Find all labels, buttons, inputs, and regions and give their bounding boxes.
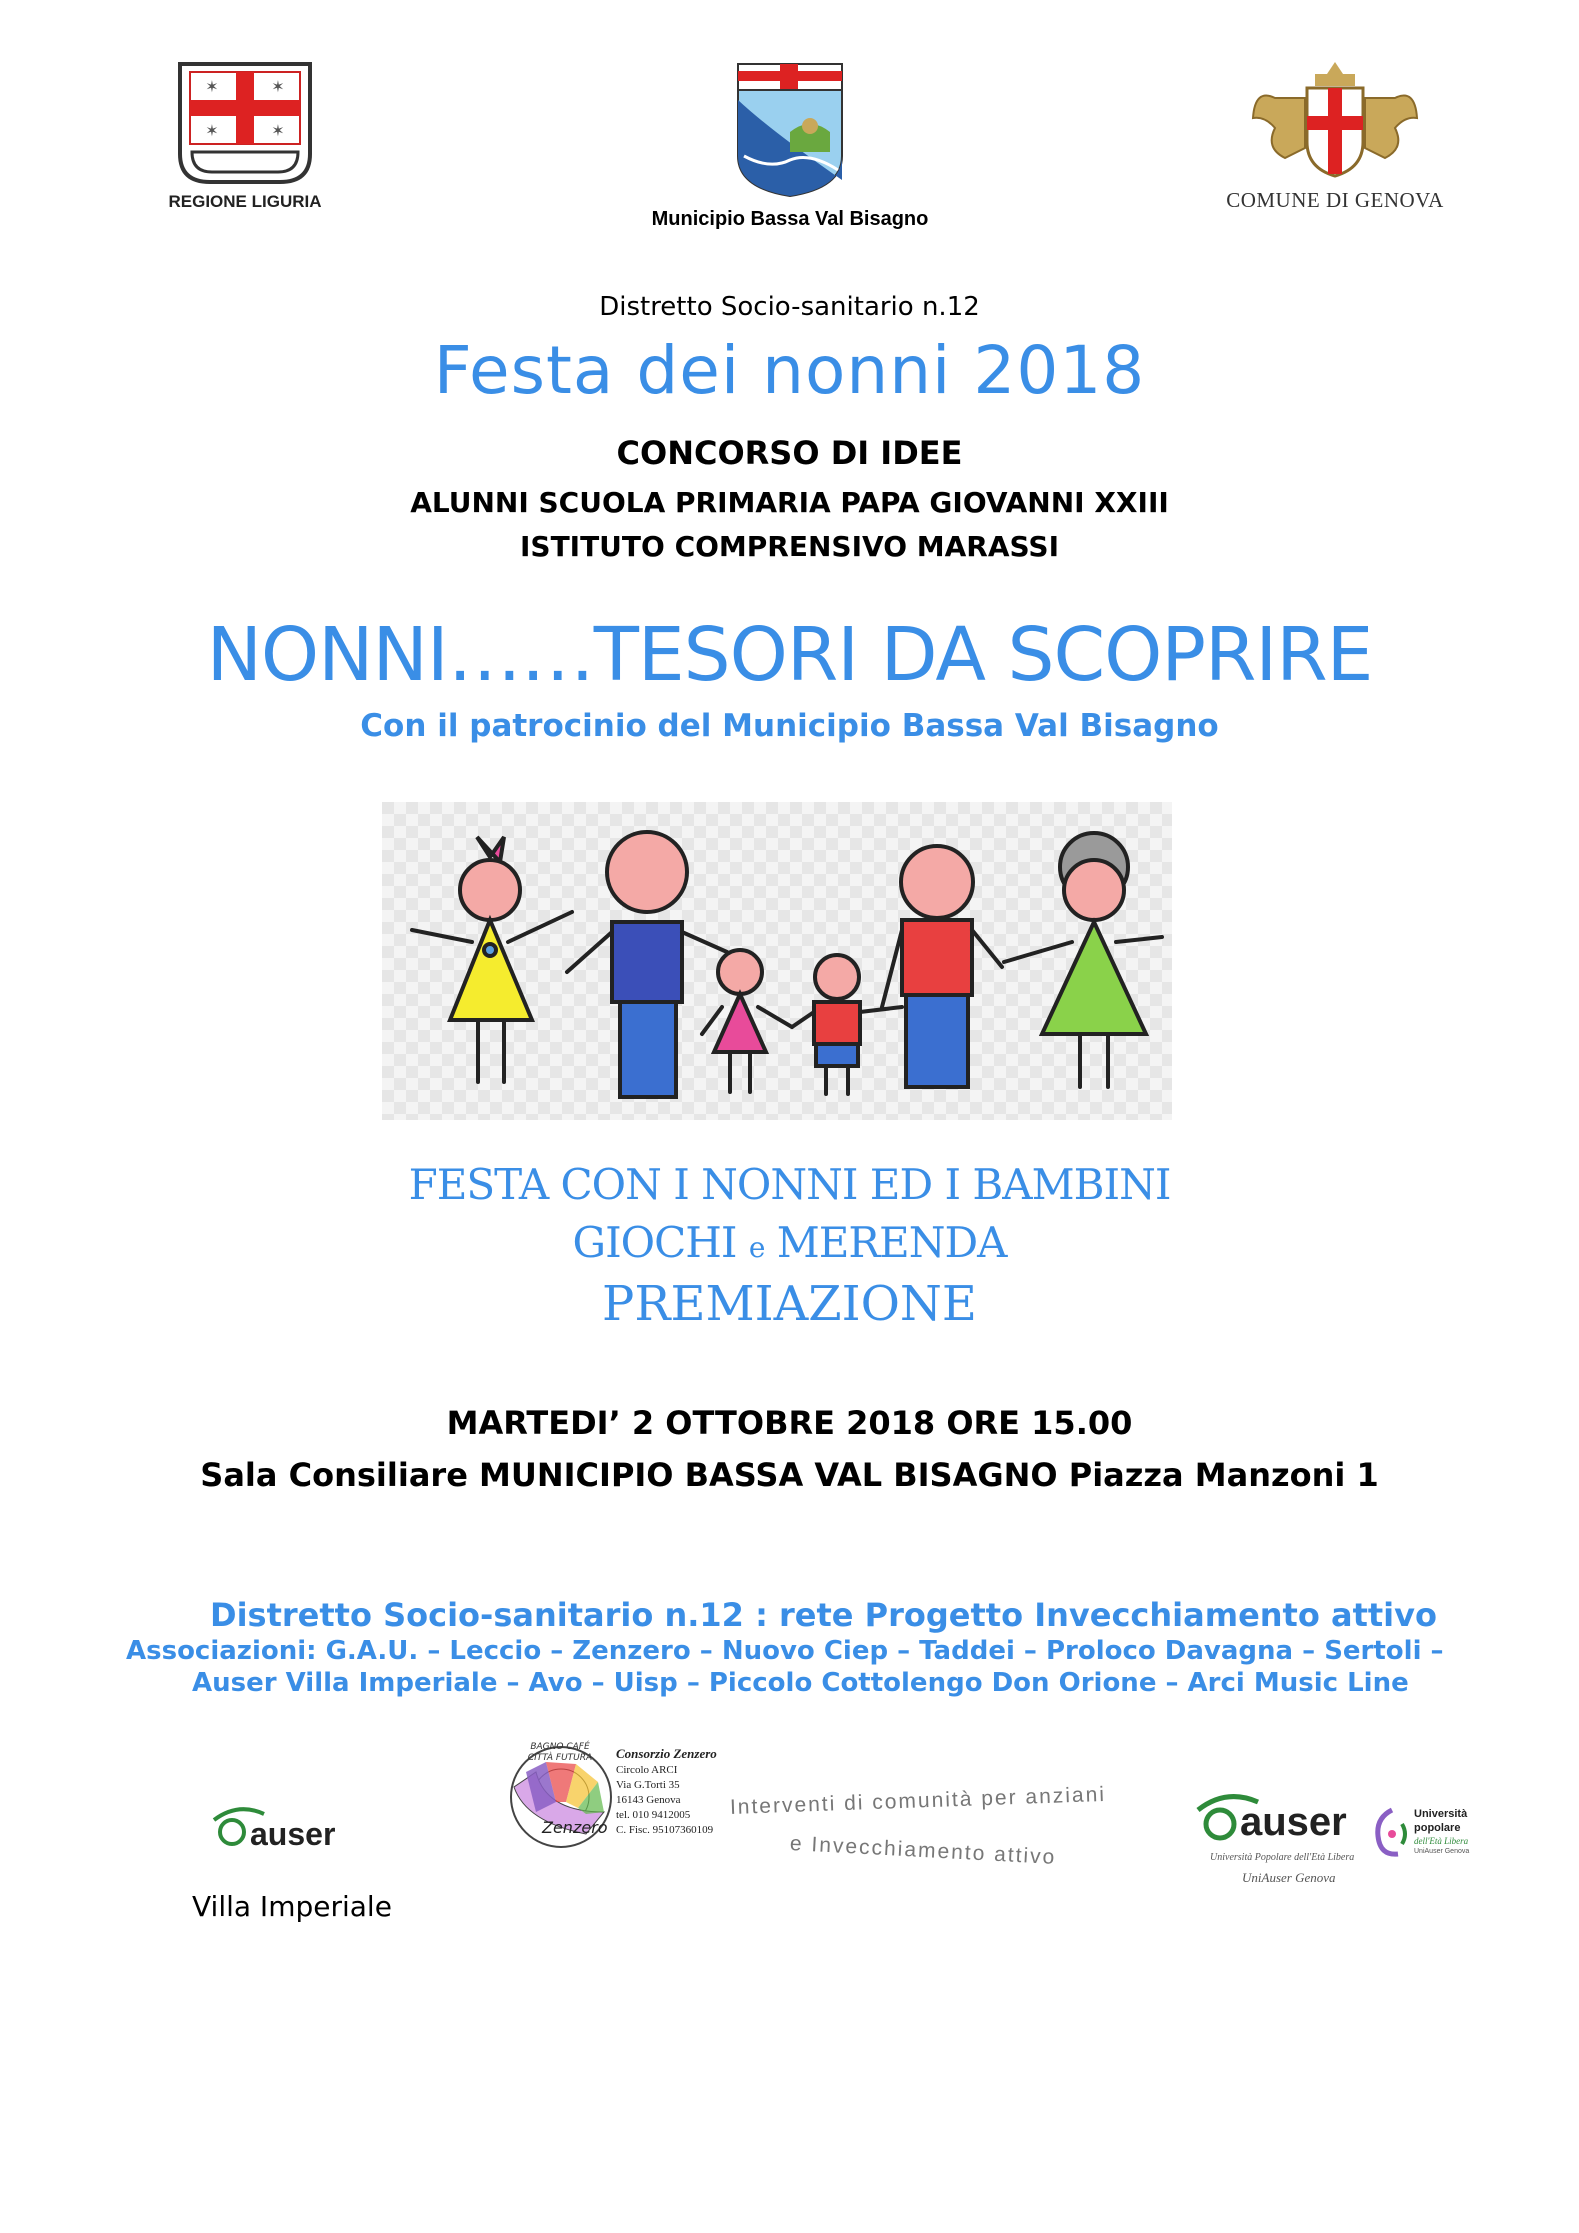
- network-title: Distretto Socio-sanitario n.12 : rete Progetto Invecchiamento attivo: [210, 1596, 1437, 1634]
- comune-genova-logo: [1220, 58, 1450, 218]
- festival-snack: MERENDA: [776, 1218, 1007, 1267]
- auser-uni-logo: [1192, 1786, 1512, 1896]
- comune-genova-caption: COMUNE DI GENOVA: [1226, 188, 1444, 212]
- municipio-caption: Municipio Bassa Val Bisagno: [651, 208, 929, 230]
- universita-popolare-icon: [1372, 1804, 1412, 1864]
- contest-heading: CONCORSO DI IDEE: [616, 434, 963, 472]
- zenzero-line-3: 16143 Genova: [616, 1794, 681, 1806]
- uni-line-2: popolare: [1414, 1822, 1461, 1834]
- institute-line: ISTITUTO COMPRENSIVO MARASSI: [519, 530, 1059, 563]
- patronage-line: Con il patrocinio del Municipio Bassa Val Bisagno: [360, 708, 1219, 744]
- interventi-line-2: e Invecchiamento attivo: [789, 1832, 1057, 1869]
- auser-uni-sub2: UniAuser Genova: [1242, 1870, 1336, 1885]
- auser-uni-sub1: Università Popolare dell'Età Libera: [1210, 1852, 1355, 1863]
- municipio-emblem-icon: [730, 60, 850, 200]
- auser-brand-right: auser: [1240, 1800, 1347, 1844]
- municipio-logo: [620, 60, 960, 235]
- festival-line-1: FESTA CON I NONNI ED I BAMBINI: [408, 1160, 1171, 1209]
- uni-line-4: UniAuser Genova: [1414, 1848, 1470, 1855]
- zenzero-line-4: tel. 010 9412005: [616, 1809, 691, 1821]
- family-drawing-icon: [382, 802, 1172, 1120]
- zenzero-ribbon: Zenzero: [542, 1818, 608, 1837]
- festival-games: GIOCHI: [572, 1218, 737, 1267]
- zenzero-line-2: Via G.Torti 35: [616, 1779, 680, 1791]
- festival-line-2: [0, 1218, 1579, 1267]
- zenzero-name: Consorzio Zenzero: [616, 1746, 717, 1761]
- villa-imperiale-caption: Villa Imperiale: [192, 1890, 392, 1923]
- zenzero-line-1: Circolo ARCI: [616, 1764, 678, 1776]
- regione-liguria-emblem-icon: [160, 58, 330, 188]
- uni-line-3: dell'Età Libera: [1414, 1836, 1469, 1846]
- school-line: ALUNNI SCUOLA PRIMARIA PAPA GIOVANNI XXIII: [410, 486, 1169, 519]
- zenzero-ring-text: BAGNO CAFÉ CITTÀ FUTURA: [527, 1742, 593, 1763]
- svg-text:✶: ✶: [205, 121, 219, 140]
- comune-genova-emblem-icon: [1245, 58, 1425, 183]
- festival-and: e: [748, 1231, 765, 1264]
- svg-text:✶: ✶: [271, 77, 285, 96]
- auser-villa-logo: [208, 1800, 368, 1860]
- interventi-line-1: Interventi di comunità per anziani: [729, 1782, 1107, 1819]
- page-title: Festa dei nonni 2018: [433, 332, 1146, 409]
- event-date: MARTEDI’ 2 OTTOBRE 2018 ORE 15.00: [446, 1404, 1133, 1442]
- auser-brand-left: auser: [250, 1816, 336, 1852]
- associations-line-1: Associazioni: G.A.U. – Leccio – Zenzero – Nuovo Ciep – Taddei – Proloco Davagna – Sertoli –: [126, 1636, 1444, 1666]
- associations-line-2: Auser Villa Imperiale – Avo – Uisp – Piccolo Cottolengo Don Orione – Arci Music Line: [192, 1668, 1409, 1698]
- family-drawing: [382, 802, 1172, 1120]
- svg-text:✶: ✶: [271, 121, 285, 140]
- event-venue: Sala Consiliare MUNICIPIO BASSA VAL BISAGNO Piazza Manzoni 1: [200, 1456, 1379, 1494]
- slogan: NONNI……TESORI DA SCOPRIRE: [206, 612, 1373, 698]
- zenzero-line-5: C. Fisc. 95107360109: [616, 1824, 714, 1836]
- uni-line-1: Università: [1414, 1808, 1468, 1820]
- regione-liguria-caption: REGIONE LIGURIA: [168, 192, 322, 211]
- svg-text:✶: ✶: [205, 77, 219, 96]
- zenzero-logo: [506, 1738, 736, 1858]
- district-heading: Distretto Socio-sanitario n.12: [599, 292, 980, 322]
- regione-liguria-logo: [160, 58, 330, 218]
- festival-awards: PREMIAZIONE: [602, 1276, 977, 1332]
